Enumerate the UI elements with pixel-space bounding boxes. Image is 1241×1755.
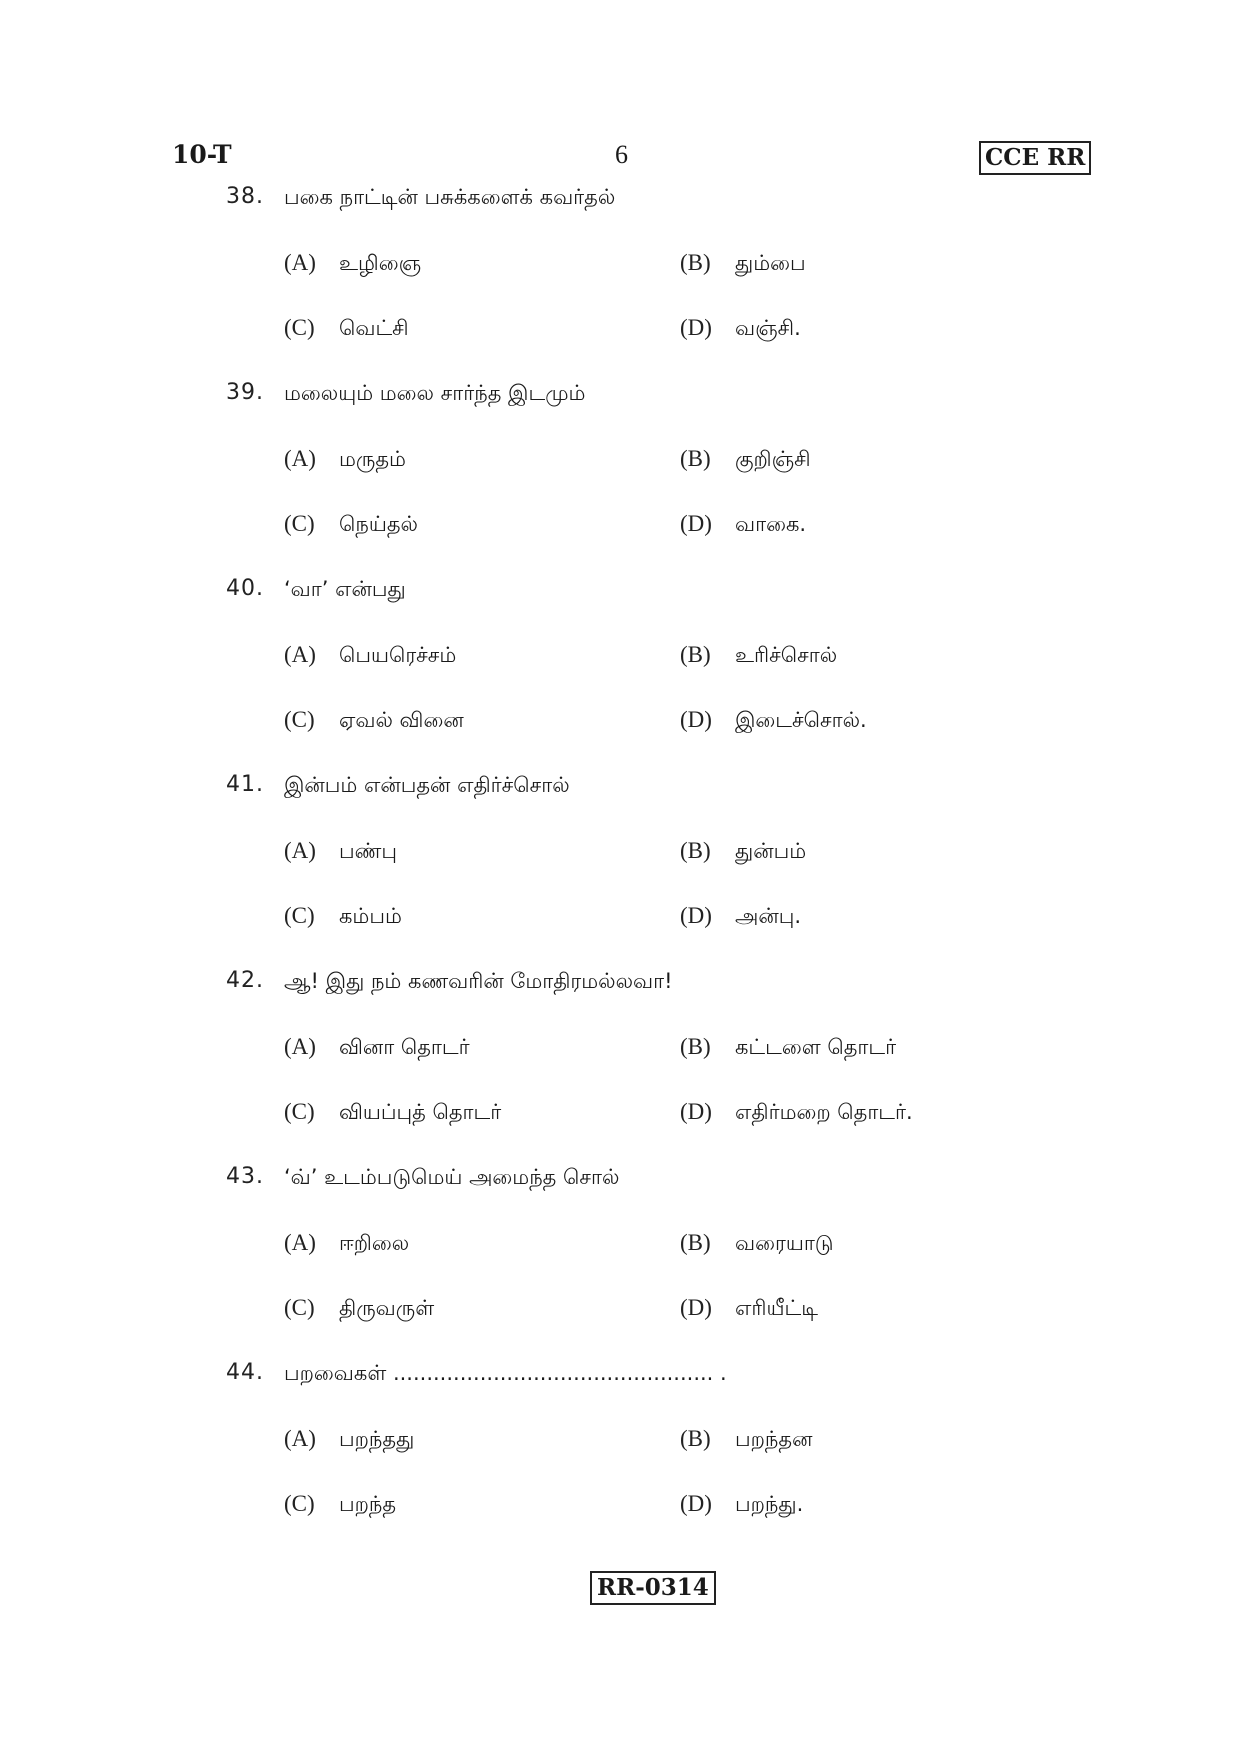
option-text: பறந்தது — [339, 1427, 415, 1451]
option-label: (B) — [680, 250, 711, 275]
option-text: மருதம் — [339, 447, 406, 471]
option-label: (B) — [680, 1230, 711, 1255]
question-text: மலையும் மலை சார்ந்த இடமும் — [284, 381, 586, 405]
option-text: அன்பு. — [735, 904, 802, 928]
question-number: 39. — [226, 380, 264, 405]
question-44 — [0, 1358, 1241, 1554]
page-number: 6 — [615, 140, 628, 169]
option-label: (C) — [284, 511, 315, 536]
option-label: (A) — [284, 838, 316, 863]
option-label: (D) — [680, 1295, 712, 1320]
question-text: இன்பம் என்பதன் எதிர்ச்சொல் — [284, 773, 570, 797]
option-label: (C) — [284, 1099, 315, 1124]
option-label: (C) — [284, 1491, 315, 1516]
question-number: 43. — [226, 1164, 264, 1189]
option-text: குறிஞ்சி — [735, 447, 811, 471]
option-label: (C) — [284, 315, 315, 340]
question-number: 38. — [226, 184, 264, 209]
option-label: (C) — [284, 1295, 315, 1320]
option-text: கட்டளை தொடர் — [735, 1035, 897, 1059]
option-label: (B) — [680, 1426, 711, 1451]
option-text: பண்பு — [339, 839, 397, 863]
exam-code-box: CCE RR — [979, 141, 1091, 175]
option-label: (A) — [284, 1230, 316, 1255]
option-label: (D) — [680, 1099, 712, 1124]
option-label: (D) — [680, 707, 712, 732]
option-label: (C) — [284, 707, 315, 732]
option-text: உழிஞை — [339, 251, 422, 275]
option-text: பெயரெச்சம் — [339, 643, 457, 667]
option-text: பறந்தன — [735, 1427, 813, 1451]
footer-code-box: RR-0314 — [590, 1571, 716, 1605]
question-number: 42. — [226, 968, 264, 993]
option-text: இடைச்சொல். — [735, 708, 867, 732]
option-label: (A) — [284, 446, 316, 471]
question-number: 41. — [226, 772, 264, 797]
option-text: வாகை. — [735, 512, 807, 536]
option-text: எதிர்மறை தொடர். — [735, 1100, 913, 1124]
option-text: கம்பம் — [339, 904, 402, 928]
option-text: தும்பை — [735, 251, 806, 275]
option-text: ஏவல் வினை — [339, 708, 464, 732]
option-label: (D) — [680, 315, 712, 340]
option-label: (A) — [284, 642, 316, 667]
option-text: வரையாடு — [735, 1231, 834, 1255]
question-43 — [0, 1162, 1241, 1358]
option-text: வெட்சி — [339, 316, 409, 340]
question-text: பகை நாட்டின் பசுக்களைக் கவர்தல் — [284, 185, 616, 209]
paper-code: 10-T — [172, 140, 232, 169]
option-text: எரியீட்டி — [735, 1296, 818, 1320]
option-label: (B) — [680, 838, 711, 863]
option-text: திருவருள் — [339, 1296, 435, 1320]
question-41 — [0, 770, 1241, 966]
question-text: ‘வா’ என்பது — [284, 577, 406, 601]
question-42 — [0, 966, 1241, 1162]
option-text: உரிச்சொல் — [735, 643, 838, 667]
question-text: ‘வ்’ உடம்படுமெய் அமைந்த சொல் — [284, 1165, 620, 1189]
option-label: (A) — [284, 1426, 316, 1451]
option-text: பறந்த — [339, 1492, 397, 1516]
option-label: (D) — [680, 903, 712, 928]
question-text: பறவைகள் ................................................ . — [284, 1361, 727, 1385]
option-label: (A) — [284, 250, 316, 275]
question-number: 40. — [226, 576, 264, 601]
option-text: வினா தொடர் — [339, 1035, 470, 1059]
option-label: (B) — [680, 1034, 711, 1059]
option-text: ஈறிலை — [339, 1231, 410, 1255]
question-text: ஆ! இது நம் கணவரின் மோதிரமல்லவா! — [284, 969, 673, 993]
question-40 — [0, 574, 1241, 770]
option-text: வியப்புத் தொடர் — [339, 1100, 502, 1124]
option-label: (B) — [680, 446, 711, 471]
option-label: (D) — [680, 1491, 712, 1516]
option-text: துன்பம் — [735, 839, 807, 863]
option-text: நெய்தல் — [339, 512, 418, 536]
option-label: (B) — [680, 642, 711, 667]
question-number: 44. — [226, 1360, 264, 1385]
option-text: பறந்து. — [735, 1492, 804, 1516]
option-label: (C) — [284, 903, 315, 928]
option-text: வஞ்சி. — [735, 316, 801, 340]
question-38 — [0, 182, 1241, 378]
question-39 — [0, 378, 1241, 574]
option-label: (D) — [680, 511, 712, 536]
option-label: (A) — [284, 1034, 316, 1059]
